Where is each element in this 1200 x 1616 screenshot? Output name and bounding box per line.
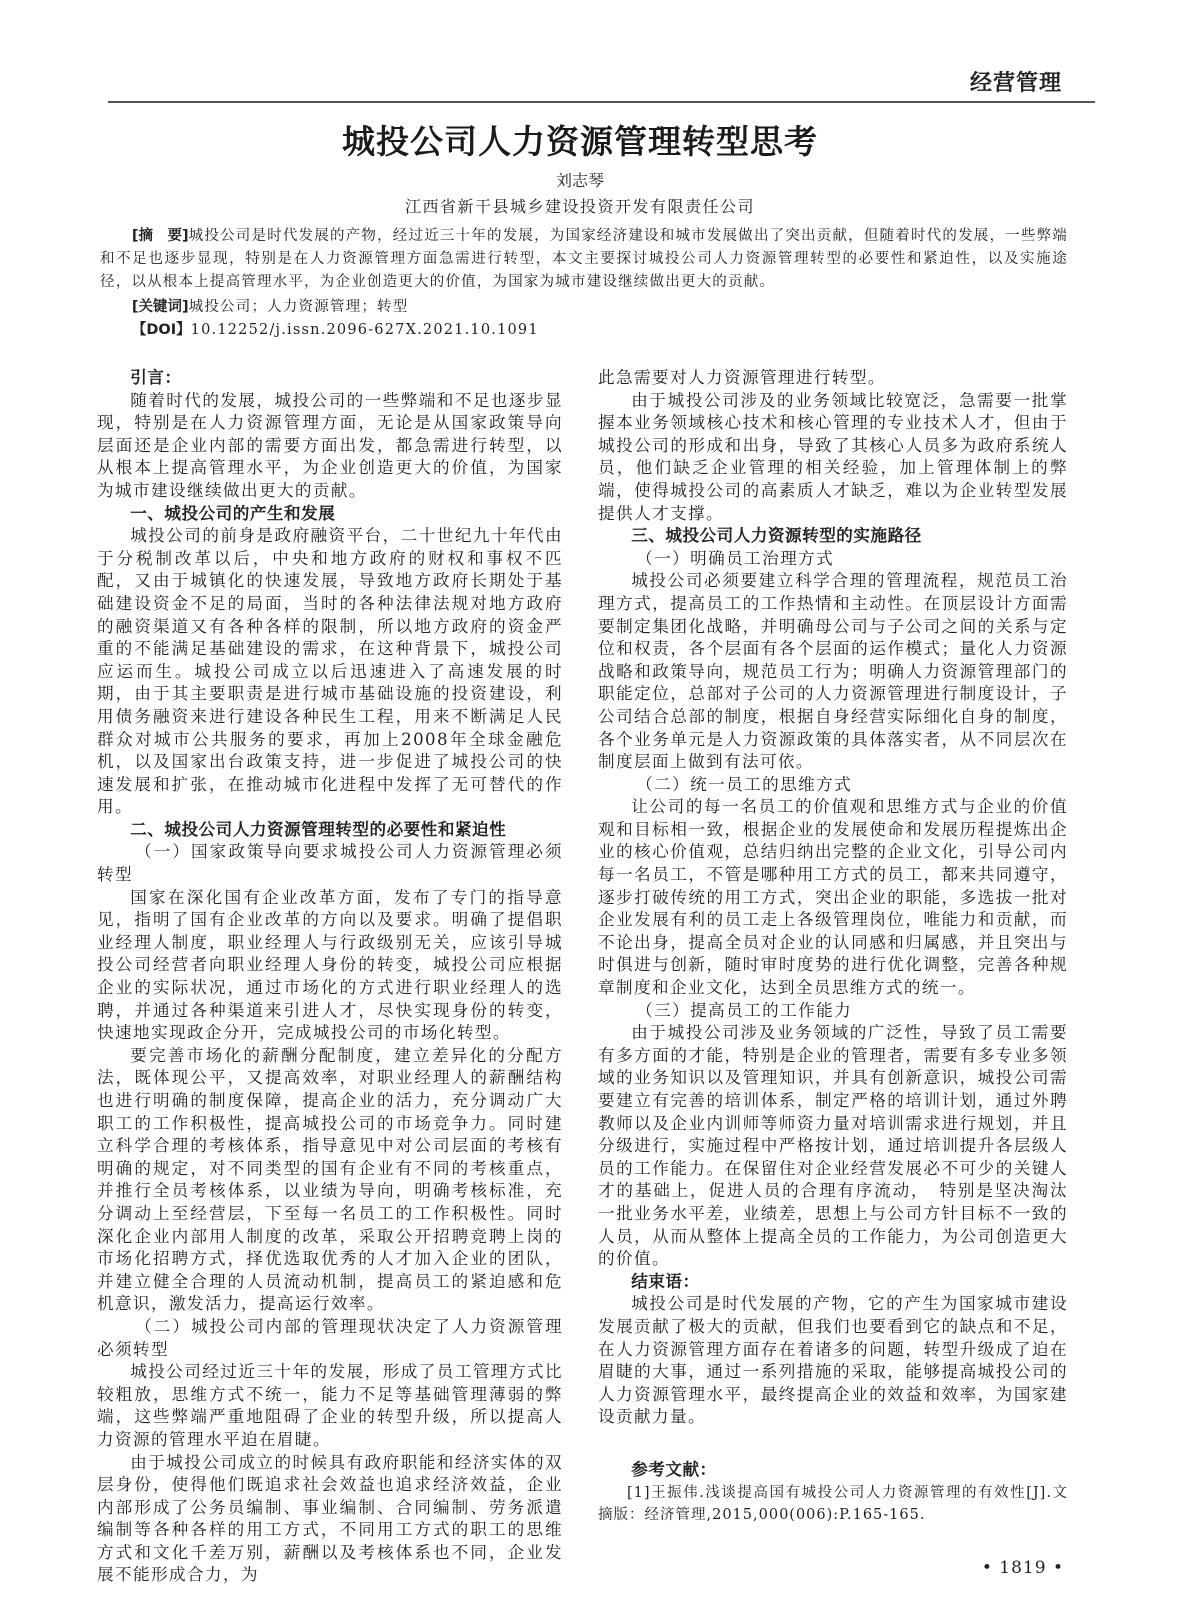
header-rule (108, 101, 1095, 103)
paragraph: 国家在深化国有企业改革方面，发布了专门的指导意见，指明了国有企业改革的方向以及要求。明确了提倡职业经理人制度，职业经理人与行政级别无关，应该引导城投公司经营者向职业经理人身份的转变，城投公司应根据企业的实际状况，通过市场化的方式进行职业经理人的选聘，并通过各种渠道来引进人才，尽快实现身份的转变，快速地实现政企分开，完成城投公司的市场化转型。 (97, 887, 563, 1043)
paragraph: 由于城投公司成立的时候具有政府职能和经济实体的双层身份，使得他们既追求社会效益也追求经济效益，企业内部形成了公务员编制、事业编制、合同编制、劳务派遣编制等各种各样的用工方式，不同用工方式的职工的思维方式和文化千差万别，薪酬以及考核体系也不同，企业发展不能形成合力，为 (97, 1452, 563, 1585)
doi-label: 【DOI】 (131, 322, 191, 338)
paragraph-continued: 此急需要对人力资源管理进行转型。 (598, 368, 886, 387)
doi (100, 319, 1068, 342)
section-heading-1: 一、城投公司的产生和发展 (130, 503, 336, 523)
paragraph: 让公司的每一名员工的价值观和思维方式与企业的价值观和目标相一致，根据企业的发展使命和发展历程提炼出企业的核心价值观，总结归纳出完整的企业文化，引导公司内每一名员工，不管是哪种用工方式的员工，都来共同遵守，逐步打破传统的用工方式，突出企业的职能，多选拔一批对企业发展有利的员工走上各级管理岗位，唯能力和贡献，而不论出身，提高全员对企业的认同感和归属感，并且突出与时俱进与创新，随时审时度势的进行优化调整，完善各种规章制度和企业文化，达到全员思维方式的统一。 (598, 797, 1068, 998)
paragraph: 城投公司必须要建立科学合理的管理流程，规范员工治理方式，提高员工的工作热情和主动性。在顶层设计方面需要制定集团化战略，并明确母公司与子公司之间的关系与定位和权责，各个层面有各个层面的运作模式；量化人力资源战略和政策导向，规范员工行为；明确人力资源管理部门的职能定位，总部对子公司的人力资源管理进行制度设计，子公司结合总部的制度，根据自身经营实际细化自身的制度，各个业务单元是人力资源政策的具体落实者，从不同层次在制度层面上做到有法可依。 (598, 571, 1068, 772)
subsection-heading: （一）国家政策导向要求城投公司人力资源管理必须转型 (97, 842, 563, 885)
reference-item: [1]王振伟.浅谈提高国有城投公司人力资源管理的有效性[J].文摘版：经济管理,2015,000(006):P.165-165. (598, 1484, 1068, 1524)
abstract-block (100, 225, 1068, 342)
doi-text: 10.12252/j.issn.2096-627X.2021.10.1091 (190, 322, 539, 338)
keywords (100, 296, 1068, 319)
intro-heading: 引言： (130, 368, 182, 387)
conclusion-heading: 结束语： (631, 1271, 700, 1291)
references-heading: 参考文献： (631, 1459, 717, 1479)
author: 刘志琴 (555, 171, 604, 190)
paragraph: 随着时代的发展，城投公司的一些弊端和不足也逐步显现，特别是在人力资源管理方面，无论是从国家政策导向层面还是企业内部的需要方面出发，都急需进行转型，以从根本上提高管理水平，为企业创造更大的价值，为国家为城市建设继续做出更大的贡献。 (97, 390, 563, 500)
abstract-label: [摘 要] (131, 228, 189, 244)
references (598, 1459, 1068, 1527)
paragraph: 要完善市场化的薪酬分配制度，建立差异化的分配方法，既体现公平，又提高效率，对职业经理人的薪酬结构也进行明确的制度保障，提高企业的活力，充分调动广大职工的工作积极性，提高城投公司的市场竞争力。同时建立科学合理的考核体系，指导意见中对公司层面的考核有明确的规定，对不同类型的国有企业有不同的考核重点，并推行全员考核体系，以业绩为导向，明确考核标准，充分调动上至经营层，下至每一名员工的工作积极性。同时深化企业内部用人制度的改革，采取公开招聘竞聘上岗的市场化招聘方式，择优选取优秀的人才加入企业的团队，并建立健全合理的人员流动机制，提高员工的紧迫感和危机意识，激发活力，提高运行效率。 (97, 1045, 563, 1314)
keywords-label: [关键词] (131, 299, 189, 315)
right-column (598, 367, 1068, 1579)
page-number: • 1819 • (981, 1557, 1064, 1578)
subsection-heading: （二）统一员工的思维方式 (636, 774, 853, 794)
abstract (100, 225, 1068, 294)
journal-section-tag: 经营管理 (969, 71, 1062, 96)
paragraph: 城投公司的前身是政府融资平台，二十世纪九十年代由于分税制改革以后，中央和地方政府的财权和事权不匹配，又由于城镇化的快速发展，导致地方政府长期处于基础建设资金不足的局面，当时的各种法律法规对地方政府的融资渠道又有各种各样的限制，所以地方政府的资金严重的不能满足基础建设的需求，在这种背景下，城投公司应运而生。城投公司成立以后迅速进入了高速发展的时期，由于其主要职责是进行城市基础设施的投资建设，利用债务融资来进行建设各种民生工程，用来不断满足人民群众对城市公共服务的要求，再加上2008年全球金融危机，以及国家出台政策支持，进一步促进了城投公司的快速发展和扩张，在推动城市化进程中发挥了无可替代的作用。 (97, 526, 563, 817)
subsection-heading: （一）明确员工治理方式 (636, 548, 835, 568)
paragraph: 城投公司经过近三十年的发展，形成了员工管理方式比较粗放，思维方式不统一，能力不足等基础管理薄弱的弊端，这些弊端严重地阻碍了企业的转型升级，所以提高人力资源的管理水平迫在眉睫。 (97, 1362, 563, 1449)
paragraph: 由于城投公司涉及业务领域的广泛性，导致了员工需要有多方面的才能，特别是企业的管理者，需要有多专业多领域的业务知识以及管理知识，并具有创新意识，城投公司需要建立有完善的培训体系，制定严格的培训计划，通过外聘教师以及企业内训师等师资力量对培训需求进行规划，并且分级进行，实施过程中严格按计划，通过培训提升各层级人员的工作能力。在保留住对企业经营发展必不可少的关键人才的基础上，促进人员的合理有序流动， 特别是坚决淘汰一批业务水平差，业绩差，思想上与公司方针目标不一致的人员，从而从整体上提高全员的工作能力，为公司创造更大的价值。 (598, 1023, 1068, 1269)
left-column (97, 367, 563, 1587)
section-heading-3: 三、城投公司人力资源转型的实施路径 (631, 526, 922, 546)
keywords-text: 城投公司；人力资源管理；转型 (188, 299, 409, 315)
subsection-heading: （三）提高员工的工作能力 (636, 1000, 853, 1020)
section-heading-2: 二、城投公司人力资源管理转型的必要性和紧迫性 (130, 819, 507, 839)
paragraph: 由于城投公司涉及的业务领域比较宽泛，急需要一批掌握本业务领域核心技术和核心管理的专业技术人才，但由于城投公司的形成和出身，导致了其核心人员多为政府系统人员，他们缺乏企业管理的相关经验，加上管理体制上的弊端，使得城投公司的高素质人才缺乏，难以为企业转型发展提供人才支撑。 (598, 390, 1068, 523)
affiliation: 江西省新干县城乡建设投资开发有限责任公司 (404, 197, 755, 216)
paragraph: 城投公司是时代发展的产物，它的产生为国家城市建设发展贡献了极大的贡献，但我们也要看到它的缺点和不足，在人力资源管理方面存在着诸多的问题，转型升级成了迫在眉睫的大事，通过一系列措施的采取，能够提高城投公司的人力资源管理水平，最终提高企业的效益和效率，为国家建设贡献力量。 (598, 1294, 1068, 1427)
article-title: 城投公司人力资源管理转型思考 (342, 122, 818, 161)
subsection-heading: （二）城投公司内部的管理现状决定了人力资源管理必须转型 (97, 1316, 563, 1359)
abstract-text: 城投公司是时代发展的产物，经过近三十年的发展，为国家经济建设和城市发展做出了突出贡献，但随着时代的发展，一些弊端和不足也逐步显现，特别是在人力资源管理方面急需进行转型，本文主要探讨城投公司人力资源管理转型的必要性和紧迫性，以及实施途径，以从根本上提高管理水平，为企业创造更大的价值，为国家为城市建设继续做出更大的贡献。 (100, 228, 1068, 290)
